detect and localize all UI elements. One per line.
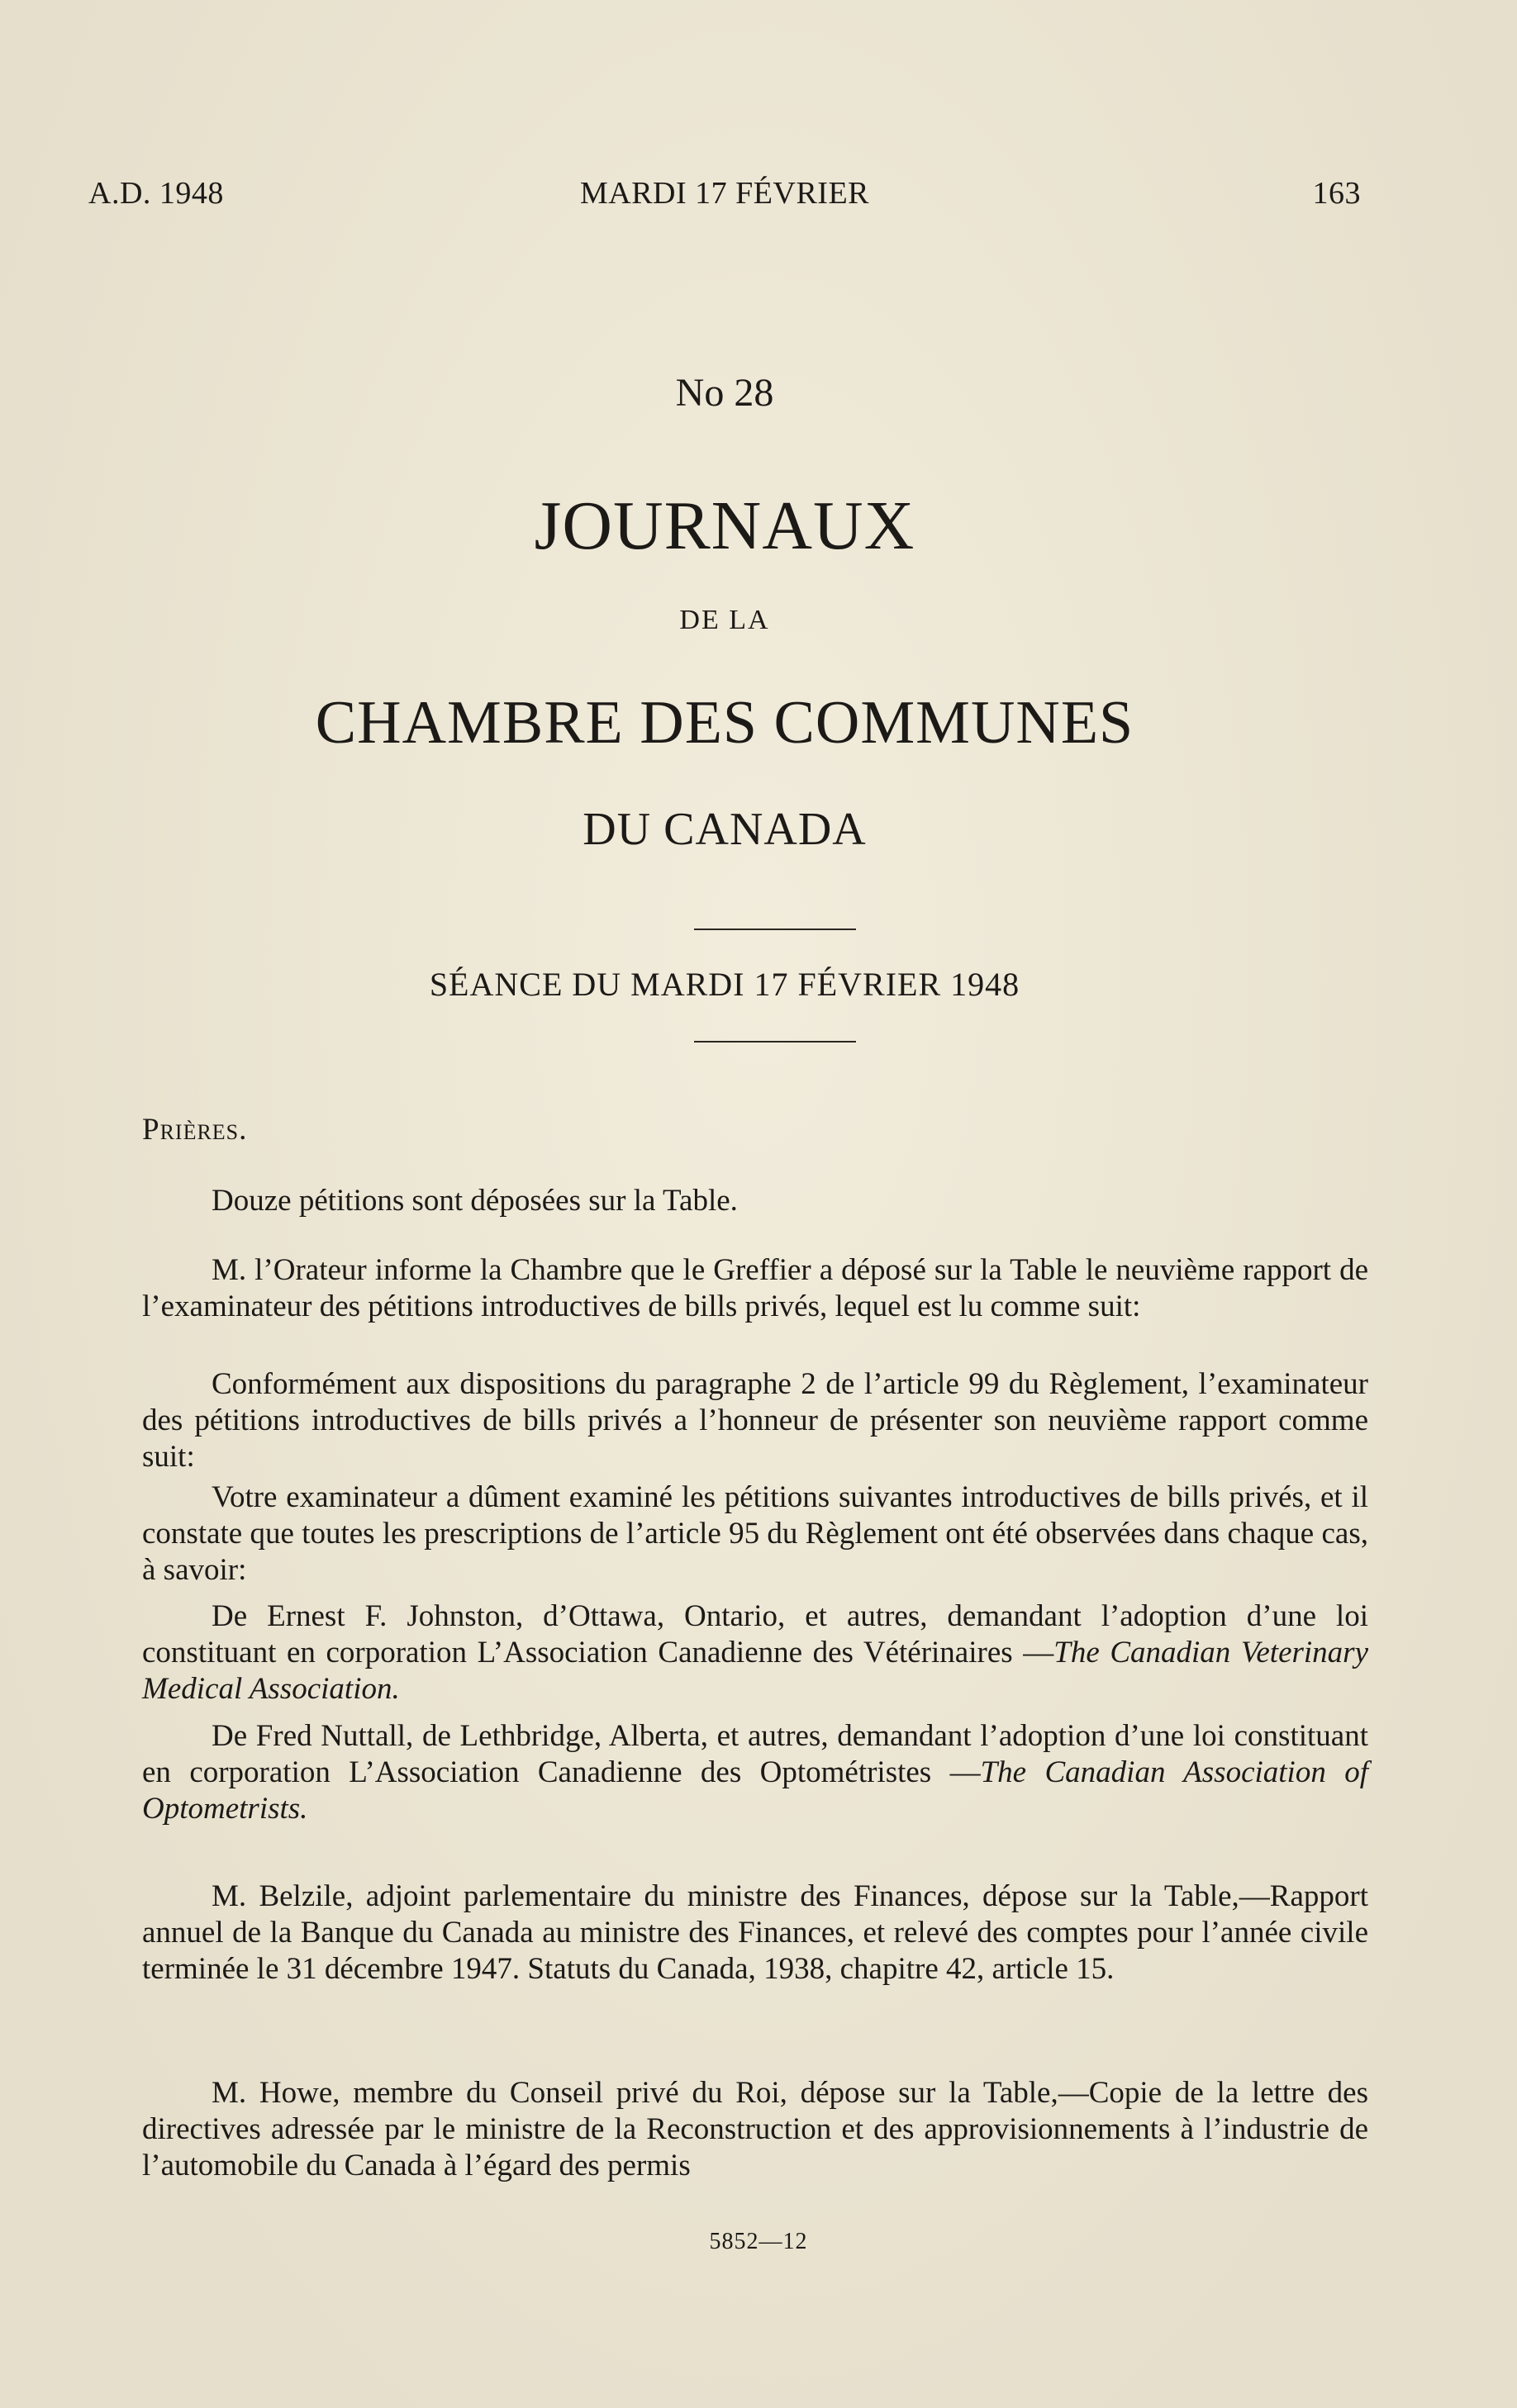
journal-title: JOURNAUX <box>534 487 915 564</box>
header-date: MARDI 17 FÉVRIER <box>579 176 870 211</box>
title-connector: DE LA <box>679 605 770 635</box>
header-year: A.D. 1948 <box>88 176 224 211</box>
veterinaires-text: De Ernest F. Johnston, d’Ottawa, Ontario, et autres, demandant l’adoption d’une loi constituant en corporation L’Association Canadienne des Vétérinaires — <box>142 1599 1368 1669</box>
country-name: DU CANADA <box>583 804 867 855</box>
page-number: 163 <box>1312 176 1361 211</box>
prayers-heading: Prières. <box>142 1113 248 1147</box>
chamber-name: CHAMBRE DES COMMUNES <box>315 689 1134 757</box>
paragraph-optometristes <box>142 1718 1368 1827</box>
paragraph-speaker-report: M. l’Orateur informe la Chambre que le Greffier a déposé sur la Table le neuvième rapport de l’examinateur des pétitions introductives de bills privés, lequel est lu comme suit: <box>142 1253 1368 1323</box>
running-header <box>88 175 1361 216</box>
divider-rule-bottom <box>694 1041 856 1043</box>
paragraph-examinateur: Votre examinateur a dûment examiné les pétitions suivantes introductives de bills privés, et il constate que toutes les prescriptions de l’article 95 du Règlement ont été observées dans chaque cas, à savoir: <box>142 1480 1368 1587</box>
paragraph-belzile: M. Belzile, adjoint parlementaire du ministre des Finances, dépose sur la Table,—Rapport annuel de la Banque du Canada au ministre des Finances, et relevé des comptes pour l’année civile terminée le 31 décembre 1947. Statuts du Canada, 1938, chapitre 42, article 15. <box>142 1879 1368 1986</box>
paragraph-howe: M. Howe, membre du Conseil privé du Roi, dépose sur la Table,—Copie de la lettre des directives adressée par le ministre de la Reconstruction et des approvisionnements à l’industrie de l’automobile du Canada à l’égard des permis <box>142 2076 1368 2182</box>
optometristes-text: De Fred Nuttall, de Lethbridge, Alberta, et autres, demandant l’adoption d’une loi constituant en corporation L’Association Canadienne des Optométristes — <box>142 1719 1368 1789</box>
optometristes-english-name: The Canadian Association of Optometrists. <box>142 1755 1368 1826</box>
divider-rule-top <box>694 929 856 930</box>
issue-number: No 28 <box>675 371 774 415</box>
printer-code: 5852—12 <box>709 2229 808 2254</box>
paragraph-conformement: Conformément aux dispositions du paragraphe 2 de l’article 99 du Règlement, l’examinateur des pétitions introductives de bills privés a l’honneur de présenter son neuvième rapport comme suit: <box>142 1367 1368 1474</box>
veterinaires-english-name: The Canadian Veterinary Medical Association. <box>142 1636 1368 1706</box>
paragraph-petitions: Douze pétitions sont déposées sur la Table. <box>212 1184 738 1218</box>
paragraph-veterinaires <box>142 1598 1368 1707</box>
sitting-date: SÉANCE DU MARDI 17 FÉVRIER 1948 <box>429 966 1020 1003</box>
